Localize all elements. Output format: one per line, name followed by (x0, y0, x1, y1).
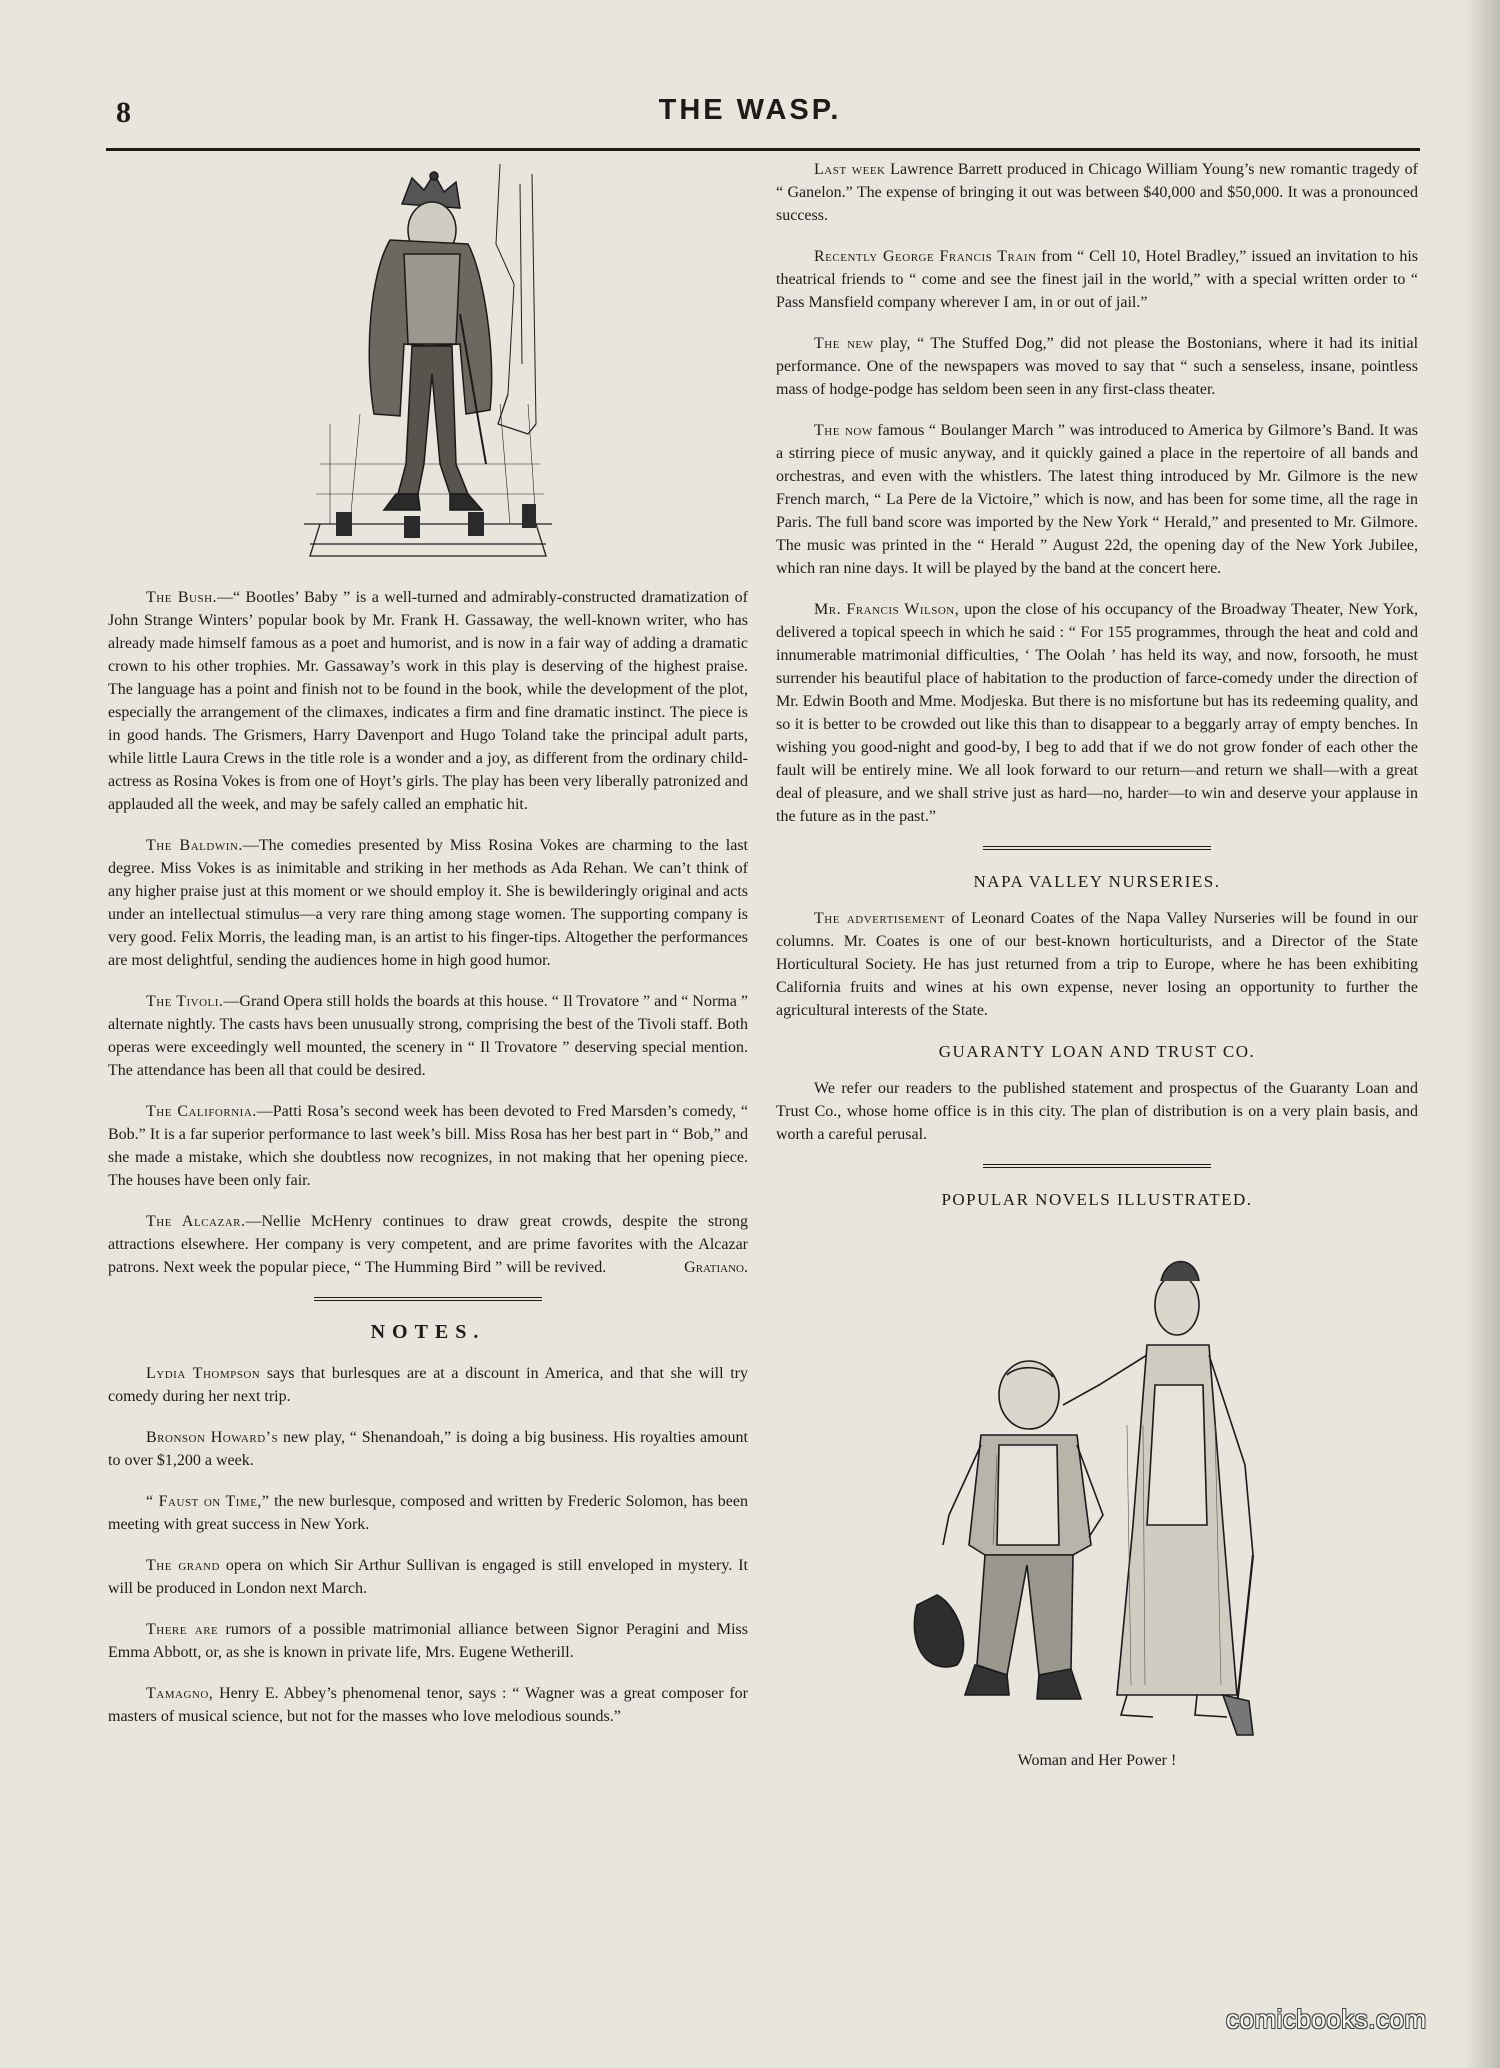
review-california-lead: The California. (146, 1103, 257, 1120)
note-item (108, 1554, 748, 1600)
review-tivoli-text: —Grand Opera still holds the boards at this house. “ Il Trovatore ” and “ Norma ” alternate nightly. The casts havs been unusually strong, comprising the best of the Tivoli staff. Both operas were exceedingly well mounted, the scenery in “ Il Trovatore ” deserving special mention. The attendance has been all that could be desired. (108, 993, 748, 1079)
note-item (108, 1490, 748, 1536)
napa-text: of Leonard Coates of the Napa Valley Nurseries will be found in our columns. Mr. Coates is one of our best-known horticulturists, and a Director of the State Horticultural Society. He has just returned from a trip to Europe, where he has been exhibiting California fruits and wines at his own expense, never losing an opportunity to further the agricultural interests of the State. (776, 910, 1418, 1019)
notes-heading: NOTES. (370, 1321, 486, 1343)
review-california (108, 1100, 748, 1192)
masthead: THE WASP. (658, 94, 842, 126)
review-baldwin (108, 834, 748, 972)
news-lead: Last week (814, 161, 886, 178)
note-lead: The grand (146, 1557, 220, 1574)
right-column (776, 158, 1418, 1772)
woman-and-man-cartoon (877, 1225, 1317, 1745)
note-lead: “ Faust on Time,” (146, 1493, 270, 1510)
news-item-barrett (776, 158, 1418, 227)
news-text: from “ Cell 10, Hotel Bradley,” issued an invitation to his theatrical friends to “ come and see the finest jail in the world,” with a special written order to “ Pass Mansfield company wherever I am, in or out of jail.” (776, 248, 1418, 311)
news-lead: Mr. Francis Wilson, (814, 601, 960, 618)
guaranty-text: We refer our readers to the published statement and prospectus of the Guaranty Loan and Trust Co., whose home office is in this city. The plan of distribution is on a very plain basis, and worth a careful perusal. (776, 1080, 1418, 1143)
news-text: Lawrence Barrett produced in Chicago William Young’s new romantic tragedy of “ Ganelon.” The expense of bringing it out was between $40,000 and $50,000. It was a pronounced success. (776, 161, 1419, 224)
news-lead: The new (814, 335, 874, 352)
review-bush (108, 586, 748, 816)
note-item (108, 1618, 748, 1664)
review-alcazar (108, 1210, 748, 1279)
author-signature: Gratiano. (684, 1259, 748, 1276)
note-lead: Bronson Howard’s (146, 1429, 279, 1446)
news-item-wilson (776, 598, 1418, 828)
napa-heading: NAPA VALLEY NURSERIES. (973, 872, 1221, 891)
cartoon-caption: Woman and Her Power ! (1017, 1752, 1177, 1769)
watermark: comicbooks.com (1226, 2004, 1427, 2034)
news-item-train (776, 245, 1418, 314)
note-item (108, 1426, 748, 1472)
page-edge-shadow (1464, 0, 1500, 2068)
news-text: upon the close of his occupancy of the Broadway Theater, New York, delivered a topical speech in which he said : “ For 155 programmes, through the heat and cold and innumerable matrimonial difficulties, ‘ The Oolah ’ has held its way, and now, forsooth, he must surrender his beautiful place of habitation to the production of farce-comedy under the direction of Mr. Edwin Booth and Mme. Modjeska. But there is no misfortune but has its redeeming quality, and so it is better to be crowded out like this than to disappear to a beggarly array of empty benches. In wishing you good-night and good-by, I beg to add that if we do not grow fonder of each other the fault will be entirely mine. We all look forward to our return—and return we shall—with a great deal of pleasure, and we shall strive just as hard—no, harder—to win and deserve your applause in the future as in the past.” (776, 601, 1418, 825)
news-item-boulanger (776, 419, 1418, 580)
note-text: the new burlesque, composed and written by Frederic Solomon, has been meeting with great success in New York. (108, 1493, 749, 1533)
header-rule (106, 148, 1420, 151)
note-item (108, 1682, 748, 1728)
note-text: rumors of a possible matrimonial alliance between Signor Peragini and Miss Emma Abbott, or, as she is known in private life, Mrs. Eugene Wetherill. (108, 1621, 749, 1661)
napa-item (776, 907, 1418, 1022)
section-divider (983, 1164, 1211, 1168)
note-lead: Lydia Thompson (146, 1365, 261, 1382)
news-text: famous “ Boulanger March ” was introduced to America by Gilmore’s Band. It was a stirring piece of music anyway, and it quickly gained a place in the repertoire of all bands and orchestras, and even with the whistlers. The latest thing introduced by Mr. Gilmore is the new French march, “ La Pere de la Victoire,” which is now, and has been for some time, all the rage in Paris. The full band score was imported by the New York “ Herald,” and presented to Mr. Gilmore. The music was printed in the “ Herald ” August 22d, the opening day of the New York Jubilee, which ran nine days. It will be played by the band at the concert here. (776, 422, 1419, 577)
jester-king-illustration (300, 164, 556, 572)
review-baldwin-text: —The comedies presented by Miss Rosina Vokes are charming to the last degree. Miss Vokes is as inimitable and striking in her methods as Ada Rehan. We can’t think of any higher praise just at this moment or we should employ it. She is bewilderingly original and acts under an intellectual stimulus—a very rare thing among stage women. The supporting company is very good. Felix Morris, the leading man, is an artist to his finger-tips. Altogether the performances are most delightful, sending the audiences home in high good humor. (108, 837, 748, 969)
note-text: new play, “ Shenandoah,” is doing a big business. His royalties amount to over $1,200 a week. (108, 1429, 749, 1469)
napa-lead: The advertisement (814, 910, 945, 927)
note-text: Henry E. Abbey’s phenomenal tenor, says : “ Wagner was a great composer for masters of musical science, but not for the masses who love melodious sounds.” (108, 1685, 748, 1725)
left-column (108, 164, 748, 1746)
review-bush-lead: The Bush. (146, 589, 218, 606)
review-alcazar-text: —Nellie McHenry continues to draw great crowds, despite the strong attractions elsewhere. Her company is very competent, and are prime favorites with the Alcazar patrons. Next week the popular piece, “ The Humming Bird ” will be revived. (108, 1213, 748, 1276)
review-baldwin-lead: The Baldwin. (146, 837, 243, 854)
note-text: opera on which Sir Arthur Sullivan is engaged is still enveloped in mystery. It will be produced in London next March. (108, 1557, 748, 1597)
review-california-text: —Patti Rosa’s second week has been devoted to Fred Marsden’s comedy, “ Bob.” It is a far superior performance to last week’s bill. Miss Rosa has her best part in “ Bob,” and she made a mistake, which she doubtless now recognizes, in not making that her opening piece. The houses have been only fair. (108, 1103, 749, 1189)
review-bush-text: —“ Bootles’ Baby ” is a well-turned and admirably-constructed dramatization of John Strange Winters’ popular book by Mr. Frank H. Gassaway, the well-known writer, who has already made himself famous as a poet and humorist, and is now in a fair way of adding a dramatic crown to his other trophies. Mr. Gassaway’s work in this play is deserving of the highest praise. The language has a point and finish not to be found in the book, while the development of the plot, especially the arrangement of the climaxes, indicates a firm and fine dramatic instinct. The piece is in good hands. The Grismers, Harry Davenport and Hugo Toland take the principal adult parts, while little Laura Crews in the title role is a wonder and a joy, as different from the ordinary child-actress as Rosina Vokes is from one of Hoyt’s girls. The play has been very liberally patronized and applauded all the week, and may be safely called an emphatic hit. (108, 589, 748, 813)
review-alcazar-lead: The Alcazar. (146, 1213, 246, 1230)
section-divider (314, 1297, 542, 1301)
section-divider (983, 846, 1211, 850)
note-lead: There are (146, 1621, 219, 1638)
news-item-stuffed-dog (776, 332, 1418, 401)
novels-heading: POPULAR NOVELS ILLUSTRATED. (941, 1190, 1253, 1209)
note-lead: Tamagno, (146, 1685, 214, 1702)
page-number: 8 (116, 96, 131, 129)
note-item (108, 1362, 748, 1408)
news-text: play, “ The Stuffed Dog,” did not please the Bostonians, where it had its initial performance. One of the newspapers was moved to say that “ such a senseless, insane, pointless mass of hodge-podge has seldom been seen in any first-class theater. (776, 335, 1419, 398)
guaranty-heading: GUARANTY LOAN AND TRUST CO. (938, 1042, 1256, 1061)
news-lead: Recently George Francis Train (814, 248, 1037, 265)
note-text: says that burlesques are at a discount in America, and that she will try comedy during her next trip. (108, 1365, 748, 1405)
review-tivoli-lead: The Tivoli. (146, 993, 224, 1010)
review-tivoli (108, 990, 748, 1082)
news-lead: The now (814, 422, 873, 439)
